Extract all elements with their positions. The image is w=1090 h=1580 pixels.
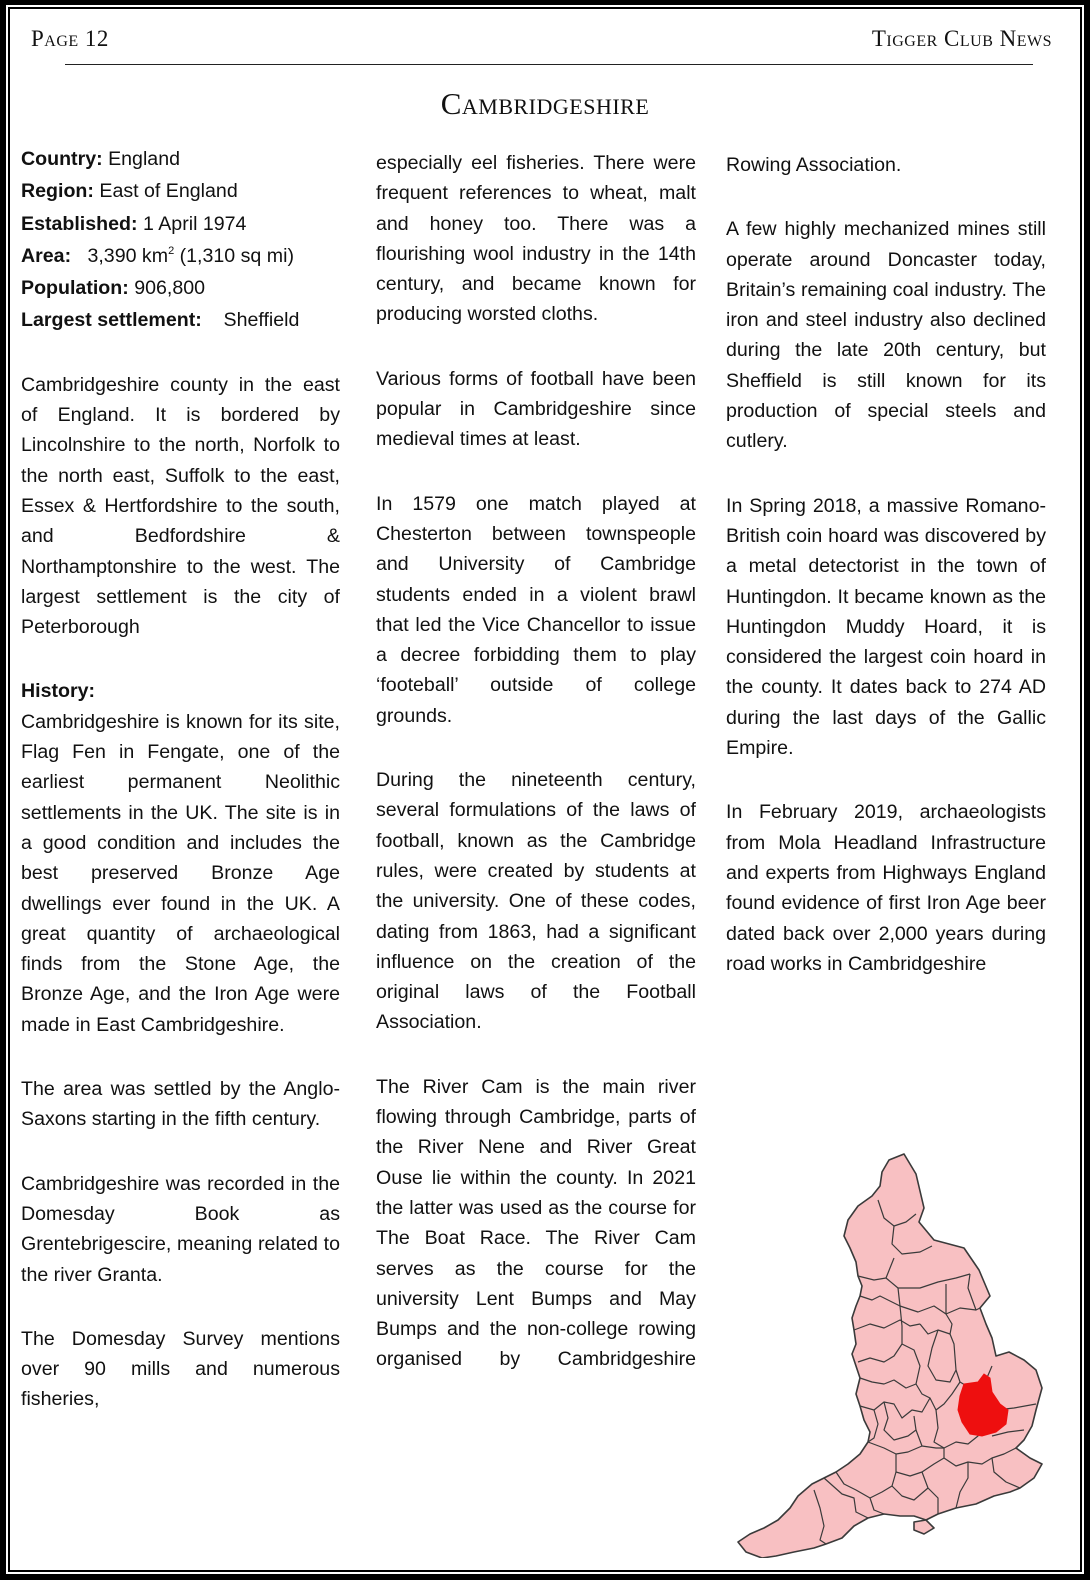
fact-box — [21, 143, 340, 337]
england-county-map — [724, 1148, 1064, 1558]
column-2 — [376, 148, 696, 1409]
fact-area: Area: 3,390 $km^2$ (1,310 sq mi) — [21, 244, 294, 267]
body-paragraph: The River Cam is the main river flowing through Cambridge, parts of the River Nene and River Great Ouse lie within the county. In 2021 the latter was used as the course for The Boat Race. The River Cam serves as the course for the university Lent Bumps and May Bumps and the non-college rowing organised by Cambridgeshire — [376, 1075, 696, 1371]
history-paragraph: Cambridgeshire was recorded in the Domesday Book as Grentebrigescire, meaning related to the river Granta. — [21, 1172, 340, 1286]
body-paragraph: Rowing Association. — [726, 154, 902, 176]
fact-largest-settlement: Largest settlement: Sheffield — [21, 309, 300, 332]
header-divider — [65, 64, 1033, 65]
body-paragraph: A few highly mechanized mines still operate around Doncaster today, Britain’s remaining coal industry. The iron and steel industry also declined during the late 20th century, but Sheffield is still known for its production of special steels and cutlery. — [726, 218, 1046, 453]
fact-population: Population: 906,800 — [21, 277, 206, 300]
page-number: Page 12 — [31, 26, 109, 51]
column-1 — [21, 143, 340, 1449]
history-paragraph: The Domesday Survey mentions over 90 mills and numerous fisheries, — [21, 1327, 340, 1411]
history-heading: History: — [21, 680, 96, 703]
fact-established: Established: 1 April 1974 — [21, 212, 247, 235]
intro-paragraph: Cambridgeshire county in the east of England. It is bordered by Lincolnshire to the north, Norfolk to the north east, Suffolk to the east, Essex & Hertfordshire to the south, and Bedfordshire & Northamptonshire to the west. The largest settlement is the city of Peterborough — [21, 373, 340, 639]
england-landmass — [738, 1154, 1042, 1558]
history-section — [21, 676, 340, 1414]
publication-name: Tigger Club News — [871, 26, 1052, 51]
history-paragraph: Cambridgeshire is known for its site, Flag Fen in Fengate, one of the earliest permanent Neolithic settlements in the UK. The site is in a good condition and includes the best preserved Bronze Age dwellings ever found in the UK. A great quantity of archaeological finds from the Stone Age, the Bronze Age, and the Iron Age were made in East Cambridgeshire. — [21, 710, 340, 1036]
isle-of-wight — [914, 1520, 934, 1534]
body-paragraph: especially eel fisheries. There were frequent references to wheat, malt and honey too. There was a flourishing wool industry in the 14th century, and became known for producing worsted cloths. — [376, 152, 696, 326]
fact-region: Region: East of England — [21, 180, 238, 203]
body-paragraph: Various forms of football have been popular in Cambridgeshire since medieval times at least. — [376, 367, 696, 451]
body-paragraph: In Spring 2018, a massive Romano-British coin hoard was discovered by a metal detectorist in the town of Huntingdon. It became known as the Huntingdon Muddy Hoard, it is considered the largest coin hoard in the county. It dates back to 274 AD during the last days of the Gallic Empire. — [726, 494, 1046, 760]
history-paragraph: The area was settled by the Anglo-Saxons starting in the fifth century. — [21, 1078, 340, 1131]
column-3 — [726, 150, 1046, 1013]
england-outline — [738, 1154, 1042, 1558]
body-paragraph: In 1579 one match played at Chesterton between townspeople and University of Cambridge students ended in a violent brawl that led the Vice Chancellor to issue a decree forbidding them to play ‘footeball’ outside of college grounds. — [376, 492, 696, 727]
article-title: Cambridgeshire — [440, 86, 650, 121]
body-paragraph: In February 2019, archaeologists from Mola Headland Infrastructure and experts from Highways England found evidence of first Iron Age beer dated back over 2,000 years during road works in Cambridgeshire — [726, 801, 1046, 975]
body-paragraph: During the nineteenth century, several formulations of the laws of football, known as the Cambridge rules, were created by students at the university. One of these codes, dating from 1863, had a significant influence on the creation of the original laws of the Football Association. — [376, 769, 696, 1034]
fact-country: Country: England — [21, 148, 181, 170]
